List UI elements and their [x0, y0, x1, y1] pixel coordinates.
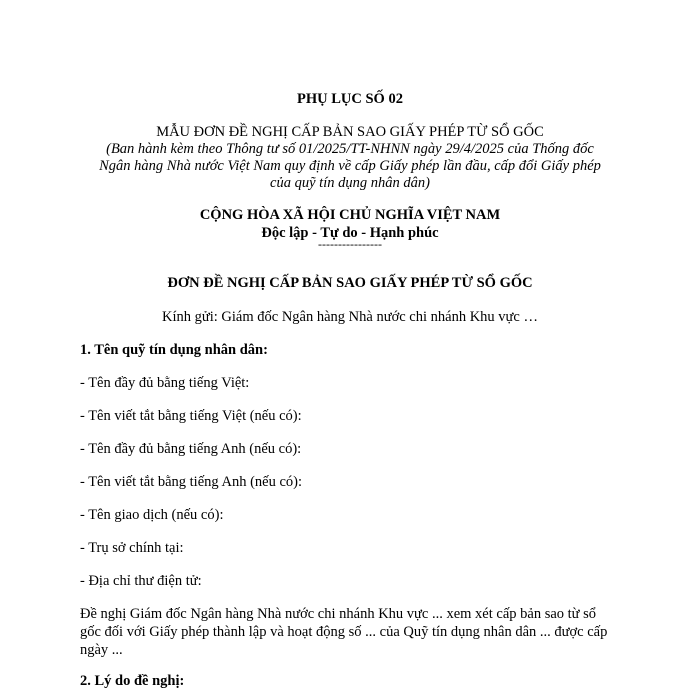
document-title: ĐƠN ĐỀ NGHỊ CẤP BẢN SAO GIẤY PHÉP TỪ SỔ GỐC — [167, 275, 533, 291]
issued-note-line-2: Ngân hàng Nhà nước Việt Nam quy định về cấp Giấy phép lần đầu, cấp đổi Giấy phép — [99, 158, 601, 174]
motto: Độc lập - Tự do - Hạnh phúc — [261, 225, 439, 241]
appendix-title: PHỤ LỤC SỐ 02 — [297, 91, 403, 107]
separator-line: ---------------- — [318, 237, 382, 251]
issued-note-line-1: (Ban hành kèm theo Thông tư số 01/2025/TT-NHNN ngày 29/4/2025 của Thống đốc — [106, 141, 594, 157]
field-full-name-vietnamese: - Tên đầy đủ bằng tiếng Việt: — [80, 375, 250, 391]
section-2-heading: 2. Lý do đề nghị: — [80, 673, 185, 689]
field-head-office: - Trụ sở chính tại: — [80, 540, 184, 556]
section-1-heading: 1. Tên quỹ tín dụng nhân dân: — [80, 342, 268, 358]
request-paragraph: Đề nghị Giám đốc Ngân hàng Nhà nước chi nhánh Khu vực ... xem xét cấp bản sao từ sổ gốc đối với Giấy phép thành lập và hoạt động số ... của Quỹ tín dụng nhân dân ... được cấp ngày ... — [80, 606, 608, 658]
addressee: Kính gửi: Giám đốc Ngân hàng Nhà nước chi nhánh Khu vực … — [162, 309, 538, 325]
field-short-name-english: - Tên viết tắt bằng tiếng Anh (nếu có): — [80, 474, 303, 490]
field-trade-name: - Tên giao dịch (nếu có): — [80, 507, 224, 523]
national-heading: CỘNG HÒA XÃ HỘI CHỦ NGHĨA VIỆT NAM — [199, 207, 501, 223]
issued-note-line-3: của quỹ tín dụng nhân dân) — [270, 175, 430, 191]
form-title: MẪU ĐƠN ĐỀ NGHỊ CẤP BẢN SAO GIẤY PHÉP TỪ SỔ GỐC — [156, 124, 544, 140]
field-short-name-vietnamese: - Tên viết tắt bằng tiếng Việt (nếu có): — [80, 408, 302, 424]
field-email-address: - Địa chỉ thư điện tử: — [80, 573, 202, 589]
field-full-name-english: - Tên đầy đủ bằng tiếng Anh (nếu có): — [80, 441, 302, 457]
